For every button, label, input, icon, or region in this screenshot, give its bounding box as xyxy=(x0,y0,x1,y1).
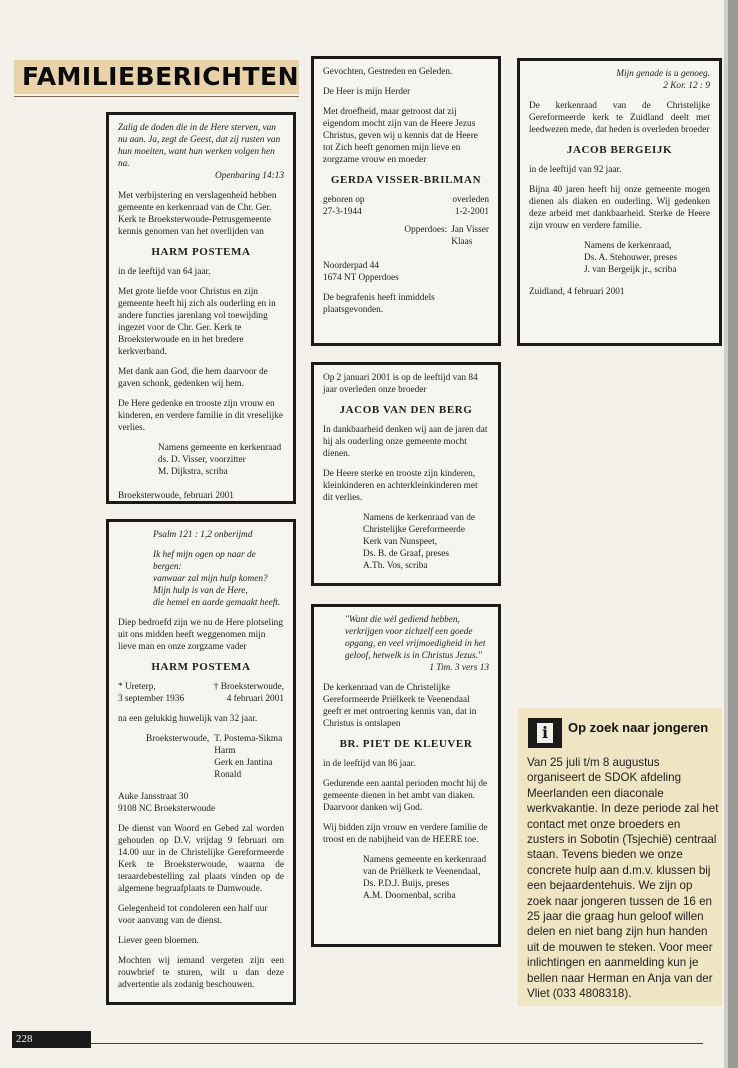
family-member: Ronald xyxy=(214,770,242,780)
verse-line: Ik hef mijn ogen op naar de bergen: xyxy=(153,550,256,572)
signature-line: van de Priëlkerk te Veenendaal, xyxy=(363,867,481,877)
verse-reference: 2 Kor. 12 : 9 xyxy=(663,81,710,91)
family-member: Jan Visser xyxy=(451,225,489,235)
psalm-reference: Psalm 121 : 1,2 onberijmd xyxy=(153,530,253,540)
signature-line: Ds. A. Stehouwer, preses xyxy=(584,253,678,263)
funeral-text: De begrafenis heeft inmiddels plaatsgevonden. xyxy=(323,293,435,315)
signature-line: Ds. B. de Graaf, preses xyxy=(363,549,449,559)
deceased-name: HARM POSTEMA xyxy=(151,661,251,673)
deceased-name: GERDA VISSER-BRILMAN xyxy=(330,174,482,186)
deceased-name: JACOB BERGEIJK xyxy=(566,144,673,156)
deceased-name: HARM POSTEMA xyxy=(151,246,251,258)
place-date: Broeksterwoude, februari 2001 xyxy=(118,491,234,501)
birth-place: * Ureterp, xyxy=(118,682,156,692)
deceased-name: JACOB VAN DEN BERG xyxy=(339,404,473,416)
family-member: T. Postema-Sikma xyxy=(214,734,283,744)
address-line: Auke Jansstraat 30 xyxy=(118,792,189,802)
signature-line: M. Dijkstra, scriba xyxy=(158,467,228,477)
address-line: Noorderpad 44 xyxy=(323,261,380,271)
notice-gerda-visser-brilman xyxy=(311,56,501,346)
marriage-text: na een gelukkig huwelijk van 32 jaar. xyxy=(118,714,258,724)
heading-line: De Heer is mijn Herder xyxy=(323,87,411,97)
signature-line: Namens de kerkenraad van de xyxy=(363,513,476,523)
death-date: 4 februari 2001 xyxy=(226,694,284,704)
notice-jacob-bergeijk xyxy=(517,58,722,346)
info-icon: i xyxy=(528,718,562,748)
signature-line: A.M. Doornenbal, scriba xyxy=(363,891,456,901)
verse-line: die hemel en aarde gemaakt heeft. xyxy=(153,598,281,608)
verse-text: Zalig de doden die in de Here sterven, van nu aan. Ja, zegt de Geest, dat zij rusten van hun moeiten, want hun werken volgen hen na. xyxy=(118,123,281,169)
age-text: in de leeftijd van 64 jaar. xyxy=(118,267,211,277)
verse-line: verkrijgen voor zichzelf een goede xyxy=(345,627,473,637)
flowers-text: Liever geen bloemen. xyxy=(118,936,199,946)
signature-line: A.Th. Vos, scriba xyxy=(363,561,428,571)
verse-line: opgang, en veel vrijmoedigheid in het xyxy=(345,639,486,649)
paragraph: In dankbaarheid denken wij aan de jaren dat hij als ouderling onze gemeente mocht dienen. xyxy=(323,425,488,459)
notice-harm-postema-church xyxy=(106,112,296,504)
notice-jacob-van-den-berg xyxy=(311,362,501,586)
verse-text: Mijn genade is u genoeg. xyxy=(616,69,710,79)
died-label: overleden xyxy=(452,195,489,205)
info-box-op-zoek-naar-jongeren xyxy=(518,708,722,1006)
intro-text: Diep bedroefd zijn we nu de Here plotseling uit ons midden heeft weggenomen mijn lieve man en onze zorgzame vader xyxy=(118,618,283,652)
born-label: geboren op xyxy=(323,195,365,205)
died-date: 1-2-2001 xyxy=(454,207,489,217)
age-text: in de leeftijd van 86 jaar. xyxy=(323,759,416,769)
intro-text: Met verbijstering en verslagenheid hebben gemeente en kerkenraad van de Chr. Ger. Kerk te Broeksterwoude-Petrusgemeente kennis genomen van het overlijden van xyxy=(118,191,277,237)
signature-line: ds. D. Visser, voorzitter xyxy=(158,455,246,465)
heading-line: Gevochten, Gestreden en Geleden. xyxy=(323,67,453,77)
paragraph: Met dank aan God, die hem daarvoor de gaven schonk, gedenken wij hem. xyxy=(118,367,268,389)
closing-text: Mochten wij iemand vergeten zijn een rouwbrief te sturen, wilt u dan deze advertentie als zodanig beschouwen. xyxy=(118,956,284,990)
paragraph: Wij bidden zijn vrouw en verdere familie de troost en de nabijheid van de HEERE toe. xyxy=(323,823,488,845)
intro-text: De kerkenraad van de Christelijke Gereformeerde kerk te Zuidland deelt met leedwezen mede, dat heden is overleden broeder xyxy=(529,101,710,135)
footer-rule xyxy=(91,1043,703,1044)
page-number: 228 xyxy=(12,1031,91,1048)
age-text: in de leeftijd van 92 jaar. xyxy=(529,165,622,175)
notice-harm-postema-family xyxy=(106,519,296,1005)
verse-reference: 1 Tim. 3 vers 13 xyxy=(429,663,489,673)
page-title: FAMILIEBERICHTEN xyxy=(22,62,300,91)
signature-line: Ds. P.D.J. Buijs, preses xyxy=(363,879,450,889)
notice-piet-de-kleuver xyxy=(311,604,501,947)
verse-line: Mijn hulp is van de Here, xyxy=(153,586,248,596)
birth-date: 3 september 1936 xyxy=(118,694,185,704)
family-place: Broeksterwoude, xyxy=(146,734,210,744)
info-body: Van 25 juli t/m 8 augustus organiseert de SDOK afdeling Meerlanden een diaconale werkvakantie. In deze periode zal het contact met onze broeders en zusters in Sobotin (Tsjechië) centraal staan. Tevens bieden we onze concrete hulp aan d.m.v. klussen bij een bejaardentehuis. We zijn op zoek naar jongeren tussen de 16 en 25 jaar die graag hun geloof willen delen en niet bang zijn hun handen uit de mouwen te steken. Voor meer inlichtingen en aanmelding kun je bellen naar Herman en Anja van der Vliet (033 4808318). xyxy=(527,756,719,1001)
service-text: De dienst van Woord en Gebed zal worden gehouden op D.V. vrijdag 9 februari om 14.00 uur in de Christelijke Gereformeerde Kerk te Broeksterwoude, waarna de teraardebestelling zal plaats vinden op de algemene begraafplaats te Damwoude. xyxy=(118,824,284,894)
condolence-text: Gelegenheid tot condoleren een half uur voor aanvang van de dienst. xyxy=(118,904,268,926)
paragraph: Bijna 40 jaren heeft hij onze gemeente mogen dienen als diaken en ouderling. Wij gedenken deze arbeid met dankbaarheid. Sterke de Heere zijn vrouw en verdere familie. xyxy=(529,185,710,231)
signature-line: Christelijke Gereformeerde xyxy=(363,525,465,535)
paragraph: De Here gedenke en trooste zijn vrouw en kinderen, en verdere familie in dit vreselijke verlies. xyxy=(118,399,283,433)
family-member: Gerk en Jantina xyxy=(214,758,273,768)
family-member: Klaas xyxy=(451,237,473,247)
place-date: Zuidland, 4 februari 2001 xyxy=(529,287,625,297)
signature-line: Namens de kerkenraad, xyxy=(584,241,672,251)
signature-line: J. van Bergeijk jr., scriba xyxy=(584,265,677,275)
deceased-name: BR. PIET DE KLEUVER xyxy=(339,738,473,750)
signature-line: Namens gemeente en kerkenraad xyxy=(158,443,282,453)
signature-line: Kerk van Nunspeet, xyxy=(363,537,438,547)
page-edge xyxy=(728,0,738,1068)
paragraph: Met grote liefde voor Christus en zijn gemeente heeft hij zich als ouderling en in andere functies jarenlang vol toewijding ingezet voor de Chr. Ger. Kerk te Broeksterwoude en in het bredere kerkverband. xyxy=(118,287,276,357)
page-edge-inner xyxy=(724,0,728,1068)
born-date: 27-3-1944 xyxy=(323,207,362,217)
intro-text: Met droefheid, maar getroost dat zij eigendom mocht zijn van de Heere Jezus Christus, geven wij u kennis dat de Heere tot Zich heeft genomen mijn lieve en zorgzame vrouw en moeder xyxy=(323,107,478,165)
address-line: 1674 NT Opperdoes xyxy=(323,273,399,283)
intro-text: Op 2 januari 2001 is op de leeftijd van 84 jaar overleden onze broeder xyxy=(323,373,478,395)
paragraph: Gedurende een aantal perioden mocht hij de gemeente dienen in het ambt van diaken. Daarvoor danken wij God. xyxy=(323,779,488,813)
family-member: Harm xyxy=(214,746,236,756)
signature-line: Namens gemeente en kerkenraad xyxy=(363,855,487,865)
header-rule xyxy=(14,96,299,97)
info-title: Op zoek naar jongeren xyxy=(568,720,709,735)
verse-line: vanwaar zal mijn hulp komen? xyxy=(153,574,268,584)
death-place: † Broeksterwoude, xyxy=(213,682,284,692)
verse-reference: Openbaring 14:13 xyxy=(215,171,284,181)
verse-line: geloof, hetwelk is in Christus Jezus." xyxy=(345,651,482,661)
paragraph: De Heere sterke en trooste zijn kinderen, kleinkinderen en achterkleinkinderen met dit verlies. xyxy=(323,469,478,503)
verse-line: "Want die wèl gediend hebben, xyxy=(345,615,460,625)
family-place: Opperdoes: xyxy=(404,225,448,235)
address-line: 9108 NC Broeksterwoude xyxy=(118,804,216,814)
intro-text: De kerkenraad van de Christelijke Gereformeerde Priëlkerk te Veenendaal geeft er met ontroering kennis van, dat in Christus is ontslapen xyxy=(323,683,477,729)
